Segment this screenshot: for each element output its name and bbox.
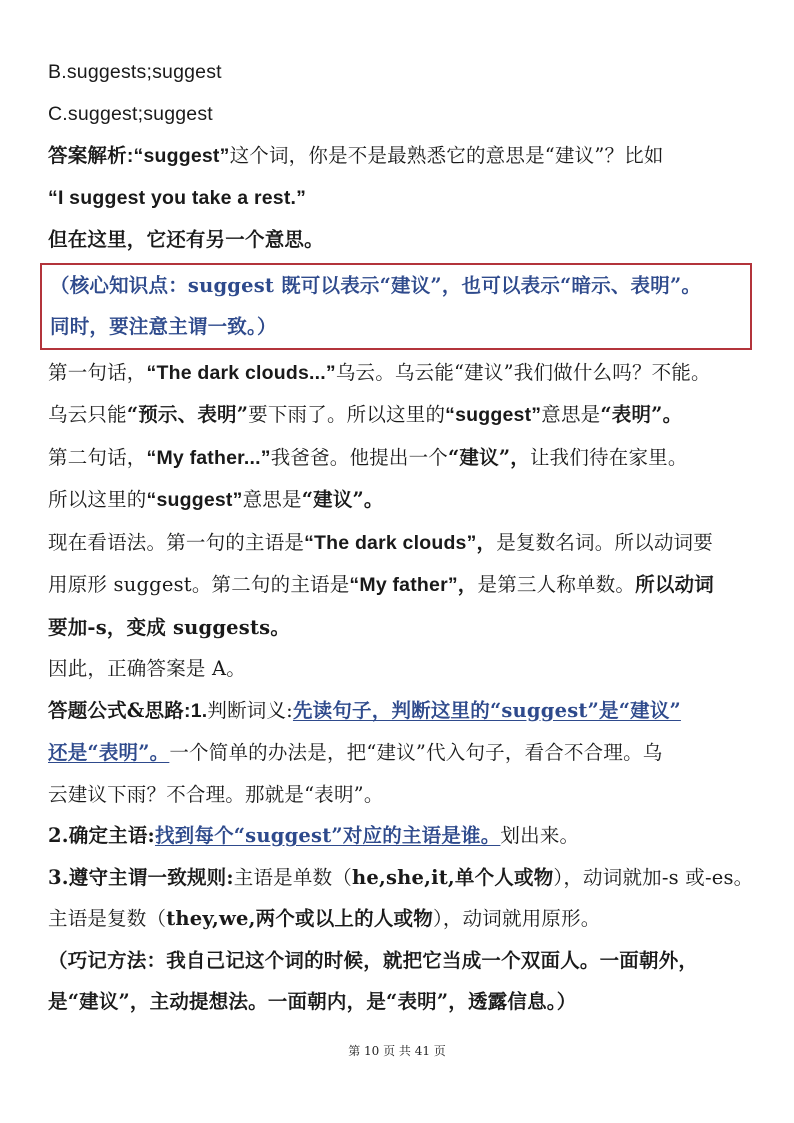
father-meaning-line [48, 479, 748, 522]
core-knowledge-line-2 [50, 306, 750, 348]
text: 现在看语法。第一句的主语是 [48, 530, 305, 554]
document-body [48, 52, 754, 1023]
memory-tip-line-2 [48, 981, 748, 1023]
answer-analysis-text: 这个词，你是不是最熟悉它的意思是“建议”？比如 [229, 144, 664, 167]
core-knowledge-box [40, 263, 752, 350]
text: 划出来。 [500, 824, 580, 847]
quote-advice: “建议”。 [301, 488, 384, 511]
core-knowledge-text-1: （核心知识点：suggest 既可以表示“建议”，也可以表示“暗示、表明”。 [50, 273, 702, 297]
option-b-text: B.suggests;suggest [48, 61, 222, 83]
step-two-title: 2.确定主语: [48, 824, 155, 847]
formula-line-1 [48, 690, 748, 733]
text: 要加-s，变成 suggests。 [48, 615, 291, 639]
core-knowledge-line-1 [50, 265, 750, 307]
grammar-line-3 [48, 607, 748, 649]
step-number: :1. [184, 699, 208, 722]
text: ），动词就用原形。 [432, 907, 601, 930]
text: 乌云只能 [48, 403, 127, 426]
memory-tip-line-1 [48, 940, 748, 982]
step-title: 判断词义: [207, 698, 293, 722]
step-two-line [48, 815, 748, 857]
text-bold: 所以动词 [635, 573, 714, 596]
sentence-one-line [48, 352, 748, 395]
quote-dark-clouds: “The dark clouds...” [146, 361, 336, 384]
core-knowledge-text-2: 同时，要注意主谓一致。） [50, 315, 277, 338]
text: 我爸爸。他提出一个 [270, 445, 448, 469]
text: 所以这里的 [48, 488, 147, 511]
quote-advice: “建议”， [448, 445, 530, 469]
text: 是第三人称单数。 [477, 573, 636, 596]
quote-suggest: “suggest” [445, 404, 542, 426]
memory-tip-text-2: 是“建议”，主动提想法。一面朝内，是“表明”，透露信息。） [48, 990, 577, 1013]
grammar-line-2 [48, 564, 748, 607]
page-number-footer: 第 10 页 共 41 页 [348, 1044, 446, 1058]
quote-my-father: “My father...” [146, 446, 271, 469]
text: 要下雨了。所以这里的 [248, 403, 446, 426]
text: 云建议下雨？不合理。那就是“表明”。 [48, 782, 384, 806]
quote-indicate: “预示、表明” [126, 403, 249, 426]
option-c-text: C.suggest;suggest [48, 102, 213, 125]
underlined-instruction: 还是“表明”。 [48, 741, 170, 764]
singular-examples: he,she,it,单个人或物 [351, 865, 554, 889]
conclusion-text: 因此，正确答案是 A。 [48, 657, 246, 680]
text: 是复数名词。所以动词要 [496, 530, 713, 554]
another-meaning-line [48, 219, 748, 261]
formula-line-2 [48, 732, 748, 774]
example-sentence-text: “I suggest you take a rest.” [48, 186, 307, 209]
quote-subject-1: “The dark clouds”， [304, 531, 497, 554]
step-three-title: 3.遵守主谓一致规则: [48, 865, 234, 889]
grammar-line-1 [48, 522, 748, 565]
text: 乌云。乌云能“建议”我们做什么吗？不能。 [335, 360, 711, 384]
text: 让我们待在家里。 [529, 445, 688, 469]
plural-examples: they,we,两个或以上的人或物 [166, 907, 433, 930]
text: 一个简单的办法是，把“建议”代入句子，看合不合理。乌 [169, 741, 663, 764]
answer-analysis-keyword: :“suggest” [126, 145, 230, 167]
conclusion-line [48, 648, 748, 690]
underlined-instruction: 找到每个“suggest”对应的主语是谁。 [154, 824, 501, 847]
text: ），动词就加-s 或-es。 [553, 865, 754, 889]
text: 主语是复数（ [48, 907, 167, 930]
answer-analysis-heading: 答案解析 [48, 144, 127, 167]
plural-rule-line [48, 898, 748, 940]
another-meaning-text: 但在这里，它还有另一个意思。 [48, 228, 324, 251]
answer-analysis-line [48, 135, 748, 178]
quote-subject-2: “My father”， [349, 574, 478, 596]
memory-tip-text-1: （巧记方法：我自己记这个词的时候，就把它当成一个双面人。一面朝外， [48, 948, 699, 972]
quote-suggest: “suggest” [146, 489, 243, 511]
text: 主语是单数（ [233, 865, 352, 889]
example-sentence [48, 178, 748, 220]
option-c [48, 94, 748, 136]
dark-clouds-meaning-line [48, 394, 748, 437]
text: 第二句话， [48, 445, 147, 469]
option-b [48, 52, 748, 94]
text: 意思是 [242, 488, 302, 511]
text: 用原形 suggest。第二句的主语是 [48, 573, 350, 596]
formula-line-3 [48, 774, 748, 816]
text: 第一句话， [48, 360, 147, 384]
sentence-two-line [48, 437, 748, 480]
underlined-instruction: 先读句子，判断这里的“suggest”是“建议” [292, 698, 681, 722]
step-three-line [48, 857, 754, 899]
formula-heading: 答题公式&思路 [48, 698, 185, 722]
quote-show: “表明”。 [600, 403, 683, 426]
text: 意思是 [541, 403, 601, 426]
